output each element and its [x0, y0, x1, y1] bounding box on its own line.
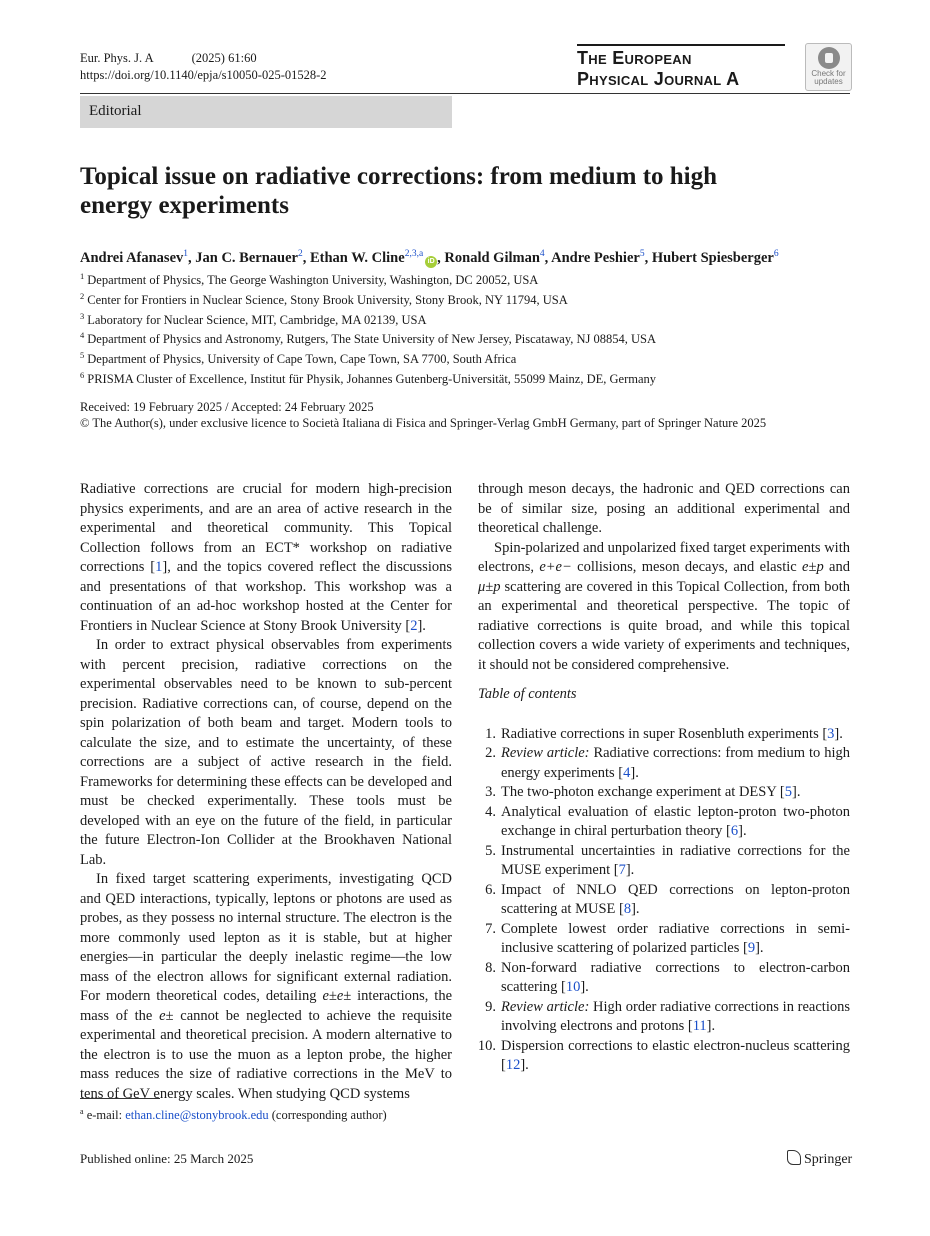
- publisher-logo: [787, 1150, 852, 1168]
- citation-line: [80, 50, 327, 67]
- toc-item: [478, 959, 850, 998]
- author-affil-sup[interactable]: 5: [639, 249, 645, 259]
- affiliation-text: Center for Frontiers in Nuclear Science, Stony Brook University, Stony Brook, NY 11794, USA: [87, 292, 568, 307]
- author-name[interactable]: Hubert Spiesberger: [651, 249, 774, 266]
- journal-name-line2: Physical Journal A: [577, 69, 740, 89]
- springer-horse-icon: [787, 1150, 801, 1165]
- affiliation-num: 4: [80, 330, 85, 341]
- toc-item: [478, 744, 850, 783]
- toc-num: 4.: [485, 803, 496, 820]
- affiliation-num: 1: [80, 271, 85, 281]
- badge-line2: updates: [814, 77, 843, 86]
- author-affil-sup[interactable]: 4: [539, 249, 545, 259]
- footnote-suffix: (corresponding author): [268, 1108, 387, 1123]
- author-affil-sup[interactable]: 1: [183, 249, 189, 259]
- toc-num: 9.: [485, 998, 496, 1015]
- affiliation-text: Department of Physics, University of Cape Town, Cape Town, SA 7700, South Africa: [87, 352, 517, 367]
- journal-short: Eur. Phys. J. A: [80, 51, 154, 65]
- toc-text: Complete lowest order radiative corrections in semi-inclusive scattering of polarized particles [: [501, 920, 850, 956]
- toc-end: ].: [520, 1057, 529, 1073]
- affiliation-num: 3: [80, 310, 85, 321]
- running-header: [80, 50, 327, 84]
- citation-link[interactable]: 7: [618, 862, 626, 878]
- text-run: cannot be neglected to achieve the requisite experimental and theoretical precision. A modern alternative to the electron is to use the muon as a lepton probe, the higher mass reduces the size of radiative corrections in the MeV to tens of GeV energy scales. When studying QCD systems: [80, 1007, 452, 1102]
- toc-end: ].: [631, 901, 640, 917]
- math: e+e−: [539, 559, 572, 575]
- body-column-left: [80, 480, 452, 1104]
- author-name[interactable]: Ethan W. Cline: [309, 249, 405, 266]
- body-column-right: [478, 480, 850, 1076]
- citation-link[interactable]: 11: [692, 1018, 707, 1034]
- toc-heading: Table of contents: [478, 686, 577, 702]
- publisher-name: Springer: [804, 1152, 853, 1167]
- text-run: and: [823, 559, 850, 575]
- email-link[interactable]: ethan.cline@stonybrook.edu: [125, 1108, 269, 1123]
- affiliation-text: Laboratory for Nuclear Science, MIT, Cambridge, MA 02139, USA: [87, 312, 427, 327]
- text-run: In fixed target scattering experiments, investigating QCD and QED interactions, typically, leptons or photons are used as probes, as they possess no internal structure. The electron is the more commonly used lepton as it is stable, but at higher energies—in particular the deeply inelastic regime—the low mass of the electron allows for significant external radiation. For modern theoretical codes, detailing: [80, 871, 452, 1004]
- text-run: interactions, the mass of the: [80, 988, 453, 1024]
- toc-item: [478, 998, 850, 1037]
- text-run: Radiative corrections are crucial for modern high-precision physics experiments, and are an area of active research in the experimental and theoretical community. This Topical Collection follows from an ECT* workshop on radiative corrections [: [80, 481, 452, 575]
- toc-end: ].: [625, 862, 635, 878]
- affiliation: [80, 309, 860, 329]
- citation-link[interactable]: 8: [623, 901, 632, 917]
- doi-link[interactable]: https://doi.org/10.1140/epja/s10050-025-01528-2: [80, 68, 327, 82]
- toc-item: [478, 881, 850, 920]
- bookmark-icon: [818, 47, 840, 69]
- table-of-contents: [478, 725, 850, 1076]
- paragraph: through meson decays, the hadronic and QED corrections can be of similar size, posing an additional experimental and theoretical challenge.: [478, 481, 850, 536]
- toc-text: Non-forward radiative corrections to electron-carbon scattering [: [501, 959, 850, 995]
- article-type: Editorial: [89, 103, 142, 119]
- toc-end: ].: [630, 764, 639, 781]
- author-name[interactable]: Jan C. Bernauer: [195, 249, 298, 266]
- header-rule: [80, 93, 850, 94]
- affiliation: [80, 269, 860, 289]
- copyright: © The Author(s), under exclusive licence to Società Italiana di Fisica and Springer-Verlag GmbH Germany, part of Springer Nature 2025: [80, 415, 767, 430]
- citation-link[interactable]: 3: [827, 725, 835, 742]
- toc-num: 3.: [485, 784, 496, 800]
- affiliation-text: Department of Physics and Astronomy, Rutgers, The State University of New Jersey, Piscataway, NJ 08854, USA: [87, 332, 657, 347]
- author-name[interactable]: Andrei Afanasev: [80, 249, 184, 266]
- toc-text: Analytical evaluation of elastic lepton-proton two-photon exchange in chiral perturbation theory [: [501, 803, 850, 839]
- affiliation: [80, 348, 860, 368]
- toc-num: 2.: [485, 745, 496, 761]
- paragraph: [80, 870, 452, 1104]
- toc-text: The two-photon exchange experiment at DESY [: [501, 784, 785, 800]
- orcid-icon[interactable]: iD: [425, 256, 437, 268]
- math: e±p: [802, 559, 824, 575]
- math: μ±p: [478, 578, 501, 595]
- text-run: collisions, meson decays, and elastic: [571, 559, 803, 575]
- citation-link[interactable]: 5: [784, 784, 792, 800]
- footnote-rule: [80, 1098, 160, 1099]
- author-affil-sup[interactable]: 2: [297, 249, 303, 259]
- article-dates: [80, 400, 860, 431]
- author-affil-sup[interactable]: 6: [773, 249, 779, 259]
- author-affil-sup[interactable]: 2,3,a: [404, 249, 424, 259]
- affiliation-num: 5: [80, 350, 85, 360]
- citation-link[interactable]: 12: [505, 1057, 521, 1073]
- toc-end: ].: [755, 940, 764, 956]
- citation-link[interactable]: 10: [565, 979, 581, 995]
- author-list: Andrei Afanasev$^1$, Jan C. Bernauer$^2$, Ethan W. Cline$^{2,3,a}$iD , Ronald Gilman$^4$, Andre Peshier$^5$, Hubert Spiesberger$^6$: [80, 249, 779, 266]
- affiliation-text: PRISMA Cluster of Excellence, Institut für Physik, Johannes Gutenberg-Universität, 55099 Mainz, DE, Germany: [87, 371, 657, 386]
- toc-item: [478, 920, 850, 959]
- toc-num: 5.: [485, 842, 496, 859]
- toc-item: [478, 783, 850, 803]
- toc-text: Dispersion corrections to elastic electron-nucleus scattering [: [501, 1037, 850, 1073]
- affiliation-num: 2: [80, 290, 85, 301]
- article-title: Topical issue on radiative corrections: from medium to high energy experiments: [80, 163, 718, 219]
- author-name[interactable]: Ronald Gilman: [444, 249, 540, 266]
- badge-line1: Check for: [811, 69, 846, 78]
- paragraph: [478, 539, 850, 676]
- paragraph: In order to extract physical observables from experiments with percent precision, radiative corrections on the experimental observables need to be known to sub-percent precision. Radiative corrections can, of course, depend on the spin polarization of both beam and target. Modern tools to calculate the size, and to estimate the uncertainty, of these corrections are a subject of active research in the field. Frameworks for determining these effects can be developed and must be checked experimentally. These tools must be developed with an eye on the future of the field, in particular the future Electron-Ion Collider at the Brookhaven National Lab.: [80, 637, 452, 868]
- toc-item: [478, 725, 850, 745]
- toc-end: ].: [834, 725, 843, 742]
- toc-text: High order radiative corrections in reactions involving electrons and protons [: [501, 998, 851, 1034]
- toc-num: 1.: [485, 725, 496, 742]
- toc-prefix: Review article:: [501, 998, 590, 1015]
- article-type-band: [80, 96, 452, 128]
- affiliation: [80, 289, 860, 309]
- footnote-label: e-mail:: [86, 1108, 126, 1123]
- citation-link[interactable]: 4: [623, 764, 631, 781]
- toc-num: 7.: [485, 920, 496, 937]
- journal-logo: [577, 44, 785, 90]
- toc-prefix: Review article:: [501, 745, 590, 761]
- text-run: ], and the topics covered reflect the discussions and presentations of that workshop. This workshop was a continuation of an ad-hoc workshop hosted at the Center for Frontiers in Nuclear Science at Stony Brook University [: [80, 559, 452, 634]
- affiliation-text: Department of Physics, The George Washington University, Washington, DC 20052, USA: [87, 273, 539, 288]
- toc-num: 10.: [477, 1037, 496, 1054]
- author-name[interactable]: Andre Peshier: [551, 249, 640, 266]
- toc-item: [478, 803, 850, 842]
- toc-num: 6.: [485, 881, 496, 898]
- footnote-mark: a: [80, 1107, 84, 1116]
- journal-name-line1: The European: [577, 48, 692, 68]
- text-run: scattering are covered in this Topical Collection, from both an experimental and theoretical perspective. The topic of radiative corrections is quite broad, and while this topical collection covers a wide variety of experiments and techniques, it should not be considered comprehensive.: [478, 578, 850, 673]
- text-run: Spin-polarized and unpolarized fixed target experiments with electrons,: [478, 539, 850, 575]
- toc-text: Radiative corrections: from medium to high energy experiments [: [501, 745, 850, 781]
- citation-link[interactable]: 1: [155, 559, 163, 575]
- footnote: [80, 1104, 387, 1123]
- toc-text: Instrumental uncertainties in radiative corrections for the MUSE experiment [: [501, 842, 850, 878]
- math: e±e±: [322, 988, 352, 1004]
- text-run: ].: [417, 617, 426, 634]
- affiliation: [80, 368, 860, 388]
- toc-item: [478, 1037, 850, 1076]
- check-for-updates-button[interactable]: [805, 43, 852, 91]
- affiliation-list: [80, 269, 860, 388]
- toc-item: [478, 842, 850, 881]
- toc-text: Impact of NNLO QED corrections on lepton-proton scattering at MUSE [: [501, 881, 850, 917]
- citation-link[interactable]: 9: [747, 940, 756, 956]
- toc-end: ].: [706, 1018, 716, 1034]
- toc-end: ].: [791, 784, 801, 800]
- math: e±: [159, 1007, 174, 1024]
- affiliation: [80, 328, 860, 348]
- toc-num: 8.: [485, 959, 496, 976]
- citation-link[interactable]: 2: [410, 617, 418, 634]
- toc-end: ].: [580, 979, 589, 995]
- received-accepted: Received: 19 February 2025 / Accepted: 24 February 2025: [80, 400, 374, 414]
- published-date: Published online: 25 March 2025: [80, 1151, 254, 1166]
- paragraph: [80, 480, 452, 636]
- citation: (2025) 61:60: [191, 51, 257, 65]
- citation-link[interactable]: 6: [730, 823, 739, 839]
- affiliation-num: 6: [80, 369, 85, 380]
- toc-text: Radiative corrections in super Rosenbluth experiments [: [501, 725, 828, 742]
- toc-end: ].: [738, 823, 747, 839]
